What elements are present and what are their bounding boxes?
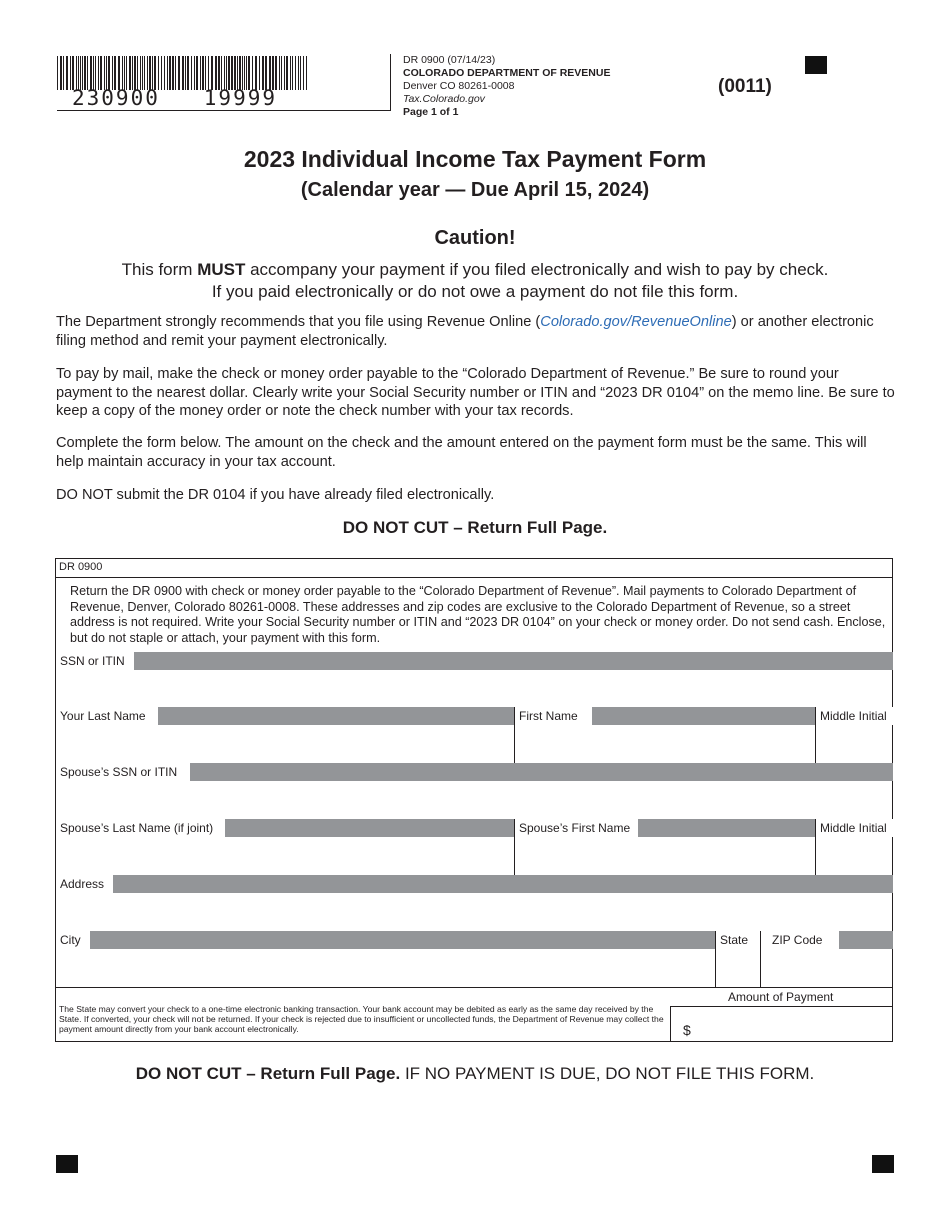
paragraph-1-start: The Department strongly recommends that you file using Revenue Online (: [56, 314, 541, 330]
dollar-sign: $: [683, 1022, 691, 1038]
barcode-bar: [246, 56, 247, 90]
barcode-bar: [87, 56, 88, 90]
barcode-bar: [202, 56, 204, 90]
barcode-bar: [208, 56, 209, 90]
state-field[interactable]: [716, 949, 759, 987]
barcode-bar: [228, 56, 230, 90]
amount-top-rule: [56, 987, 893, 988]
name-label-bar: [56, 707, 893, 725]
form-box-label: DR 0900: [59, 561, 103, 573]
barcode-bar: [140, 56, 141, 90]
spouse-ssn-field[interactable]: [57, 781, 892, 819]
paragraph-1-end: ) or another electronic filing method and remit your payment electronically.: [56, 314, 874, 349]
barcode-bar: [167, 56, 168, 90]
barcode-bar: [242, 56, 243, 90]
barcode-bar: [66, 56, 68, 90]
barcode-bar: [196, 56, 198, 90]
barcode-bar: [149, 56, 151, 90]
header-info: [403, 54, 610, 119]
barcode-bar: [106, 56, 107, 90]
ssn-label-bar: [56, 652, 893, 670]
form-id: DR 0900 (07/14/23): [403, 54, 496, 66]
barcode-bar: [187, 56, 189, 90]
city-field[interactable]: [57, 949, 714, 987]
barcode-bar: [132, 56, 133, 90]
registration-mark-top-right: [805, 56, 827, 74]
barcode-bar: [158, 56, 159, 90]
barcode-bar: [78, 56, 79, 90]
barcode-bar: [226, 56, 227, 90]
registration-mark-bottom-left: [56, 1155, 78, 1173]
barcode-bar: [272, 56, 274, 90]
barcode-bar: [231, 56, 233, 90]
header-rule: [57, 110, 391, 111]
registration-mark-bottom-right: [872, 1155, 894, 1173]
amount-field[interactable]: [696, 1008, 892, 1040]
barcode-bar: [255, 56, 257, 90]
barcode-bar: [90, 56, 92, 90]
barcode-bar: [269, 56, 271, 90]
barcode-bar: [154, 56, 156, 90]
barcode-bar: [60, 56, 62, 90]
department-name: COLORADO DEPARTMENT OF REVENUE: [403, 67, 611, 79]
barcode-bar: [70, 56, 71, 90]
zip-label: ZIP Code: [760, 931, 839, 949]
barcode-bar: [137, 56, 138, 90]
city-label: City: [56, 931, 90, 949]
barcode-bar: [124, 56, 125, 90]
barcode-bar: [82, 56, 83, 90]
barcode-number: 230900 19999: [72, 86, 278, 110]
barcode-bar: [248, 56, 250, 90]
barcode-bar: [234, 56, 236, 90]
middle-initial-label: Middle Initial: [815, 707, 893, 725]
barcode-bar: [284, 56, 285, 90]
barcode-bar: [93, 56, 94, 90]
caution-line1-end: accompany your payment if you filed electronically and wish to pay by check.: [245, 260, 829, 279]
spouse-middle-initial-label: Middle Initial: [815, 819, 893, 837]
barcode-bar: [262, 56, 264, 90]
website: Tax.Colorado.gov: [403, 93, 485, 105]
last-name-label: Your Last Name: [56, 707, 158, 725]
barcode-bar: [303, 56, 304, 90]
barcode-bar: [211, 56, 213, 90]
barcode-bar: [239, 56, 241, 90]
paragraph-do-not-submit: DO NOT submit the DR 0104 if you have already filed electronically.: [56, 487, 495, 503]
barcode-bar: [275, 56, 277, 90]
ssn-label: SSN or ITIN: [56, 652, 134, 670]
last-name-field[interactable]: [57, 725, 513, 763]
barcode-bar: [290, 56, 291, 90]
caution-line1-start: This form: [121, 260, 198, 279]
caution-text: [0, 259, 950, 303]
header-divider: [390, 54, 391, 111]
barcode-bar: [178, 56, 180, 90]
barcode-bar: [185, 56, 186, 90]
barcode-bar: [281, 56, 282, 90]
barcode-bar: [286, 56, 288, 90]
spouse-last-name-label: Spouse’s Last Name (if joint): [56, 819, 225, 837]
barcode-bar: [142, 56, 143, 90]
barcode-bar: [134, 56, 136, 90]
barcode-bar: [182, 56, 184, 90]
barcode-bar: [218, 56, 220, 90]
form-divider: [56, 577, 893, 578]
barcode-bar: [112, 56, 113, 90]
barcode-bar: [98, 56, 99, 90]
barcode-bar: [300, 56, 301, 90]
barcode-bar: [205, 56, 206, 90]
page-title: 2023 Individual Income Tax Payment Form: [243, 146, 707, 172]
barcode-bar: [194, 56, 195, 90]
barcode-bar: [215, 56, 217, 90]
barcode-bar: [306, 56, 307, 90]
barcode-bar: [72, 56, 74, 90]
address-label-bar: [56, 875, 893, 893]
form-code: (0011): [718, 76, 772, 97]
barcode-bar: [114, 56, 116, 90]
address-field[interactable]: [57, 893, 892, 931]
first-name-field[interactable]: [515, 725, 814, 763]
caution-line2: If you paid electronically or do not owe a payment do not file this form.: [211, 282, 739, 301]
paragraph-pay-by-mail: To pay by mail, make the check or money order payable to the “Colorado Department of Revenue.” Be sure to round your payment to the nearest dollar. Clearly write your Social Security number or ITIN and “2023 DR 0104” on the memo line. Be sure to keep a copy of the money order or note the check number with your tax records.: [56, 366, 895, 419]
barcode-bar: [244, 56, 245, 90]
barcode-bar: [76, 56, 77, 90]
barcode-bar: [63, 56, 64, 90]
barcode-bar: [295, 56, 296, 90]
barcode: [57, 56, 309, 90]
barcode-bar: [224, 56, 225, 90]
barcode-bar: [298, 56, 299, 90]
barcode-bar: [292, 56, 293, 90]
form-instructions: Return the DR 0900 with check or money order payable to the “Colorado Department of Revenue”. Mail payments to Colorado Department of Revenue, Denver, Colorado 80261-0008. These addresses and zip codes are exclusive to the Colorado Department of Revenue, so a street address is not required. Write your Social Security number or ITIN and “2023 DR 0104” on your check or money order. Do not send cash. Enclose, but do not staple or attach, your payment with this form.: [70, 584, 886, 645]
barcode-bar: [126, 56, 127, 90]
revenue-online-link[interactable]: Colorado.gov/RevenueOnline: [540, 314, 732, 330]
electronic-conversion-notice: The State may convert your check to a one-time electronic banking transaction. Your bank account may be debited as early as the same day received by the State. If converted, your check will not be returned. If your check is rejected due to insufficient or uncollected funds, the Department of Revenue may collect the payment amount directly from your bank account electronically.: [59, 1004, 664, 1034]
barcode-bar: [152, 56, 153, 90]
ssn-field[interactable]: [57, 670, 892, 707]
barcode-bar: [144, 56, 145, 90]
footer-no-payment: IF NO PAYMENT IS DUE, DO NOT FILE THIS FORM.: [400, 1064, 815, 1083]
barcode-bar: [252, 56, 253, 90]
barcode-bar: [259, 56, 260, 90]
barcode-bar: [84, 56, 86, 90]
amount-box-rule: [670, 1006, 893, 1007]
state-label: State: [715, 931, 761, 949]
address-label: Address: [56, 875, 113, 893]
spouse-first-name-field[interactable]: [515, 837, 814, 875]
barcode-bar: [265, 56, 267, 90]
barcode-bar: [200, 56, 201, 90]
spouse-ssn-label: Spouse’s SSN or ITIN: [56, 763, 190, 781]
paragraph-revenue-online: [56, 313, 896, 350]
barcode-bar: [122, 56, 123, 90]
barcode-bar: [100, 56, 102, 90]
spouse-first-name-label: Spouse’s First Name: [514, 819, 638, 837]
barcode-bar: [175, 56, 176, 90]
first-name-label: First Name: [514, 707, 592, 725]
barcode-bar: [279, 56, 280, 90]
barcode-bar: [161, 56, 162, 90]
caution-heading: Caution!: [434, 227, 516, 249]
footer-do-not-cut: DO NOT CUT – Return Full Page.: [135, 1064, 401, 1083]
barcode-bar: [147, 56, 148, 90]
barcode-bar: [118, 56, 120, 90]
barcode-bar: [221, 56, 222, 90]
footer-notice: [0, 1064, 950, 1084]
page-subtitle: (Calendar year — Due April 15, 2024): [300, 179, 650, 201]
barcode-bar: [57, 56, 58, 90]
barcode-bar: [108, 56, 110, 90]
zip-field[interactable]: [761, 949, 892, 987]
barcode-bar: [95, 56, 96, 90]
barcode-bar: [169, 56, 171, 90]
paragraph-complete-form: Complete the form below. The amount on the check and the amount entered on the payment form must be the same. This will help maintain accuracy in your tax account.: [56, 435, 867, 470]
spouse-middle-initial-field[interactable]: [816, 837, 892, 875]
do-not-cut-notice: DO NOT CUT – Return Full Page.: [342, 518, 608, 537]
barcode-bar: [164, 56, 165, 90]
amount-box-divider: [670, 1006, 671, 1041]
barcode-bar: [191, 56, 192, 90]
barcode-bar: [172, 56, 174, 90]
barcode-bar: [237, 56, 238, 90]
department-address: Denver CO 80261-0008: [403, 80, 515, 92]
middle-initial-field[interactable]: [816, 725, 892, 763]
amount-label: Amount of Payment: [728, 990, 834, 1004]
caution-must: MUST: [197, 260, 246, 279]
barcode-bar: [104, 56, 105, 90]
spouse-last-name-field[interactable]: [57, 837, 513, 875]
barcode-bar: [80, 56, 81, 90]
barcode-bar: [129, 56, 131, 90]
page-number: Page 1 of 1: [403, 106, 459, 118]
